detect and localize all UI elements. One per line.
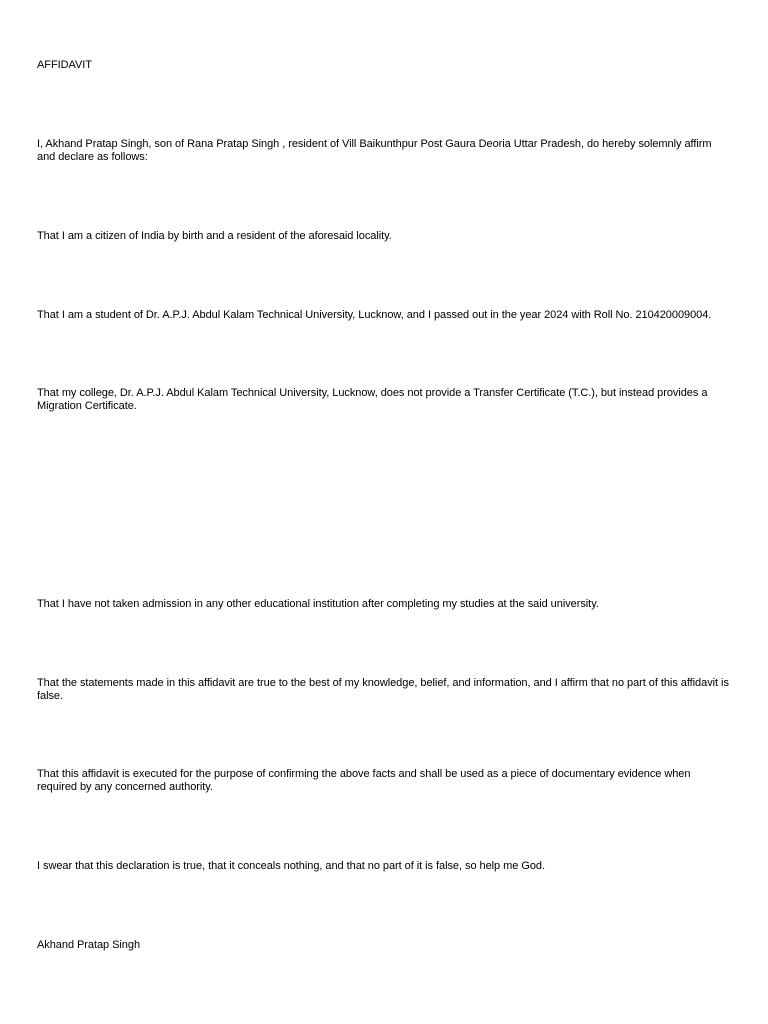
declaration-paragraph-truth: That the statements made in this affidavit are true to the best of my knowledge, belief, and information, and I affirm that no part of this affidavit is false. (37, 677, 729, 702)
declaration-paragraph-no-admission: That I have not taken admission in any other educational institution after completing my studies at the said university. (37, 598, 599, 610)
intro-paragraph: I, Akhand Pratap Singh, son of Rana Pratap Singh , resident of Vill Baikunthpur Post Gaura Deoria Uttar Pradesh, do hereby solemnly affirm and declare as follows: (37, 138, 712, 163)
declaration-paragraph-migration-certificate: That my college, Dr. A.P.J. Abdul Kalam Technical University, Lucknow, does not provide a Transfer Certificate (T.C.), but instead provides a Migration Certificate. (37, 387, 708, 412)
declaration-paragraph-oath: I swear that this declaration is true, that it conceals nothing, and that no part of it is false, so help me God. (37, 860, 545, 872)
declaration-paragraph-student: That I am a student of Dr. A.P.J. Abdul Kalam Technical University, Lucknow, and I passed out in the year 2024 with Roll No. 210420009004. (37, 309, 712, 321)
document-title: AFFIDAVIT (37, 59, 92, 71)
declaration-paragraph-purpose: That this affidavit is executed for the purpose of confirming the above facts and shall be used as a piece of documentary evidence when required by any concerned authority. (37, 768, 691, 793)
declaration-paragraph-citizenship: That I am a citizen of India by birth and a resident of the aforesaid locality. (37, 230, 392, 242)
signature-name: Akhand Pratap Singh (37, 939, 141, 951)
